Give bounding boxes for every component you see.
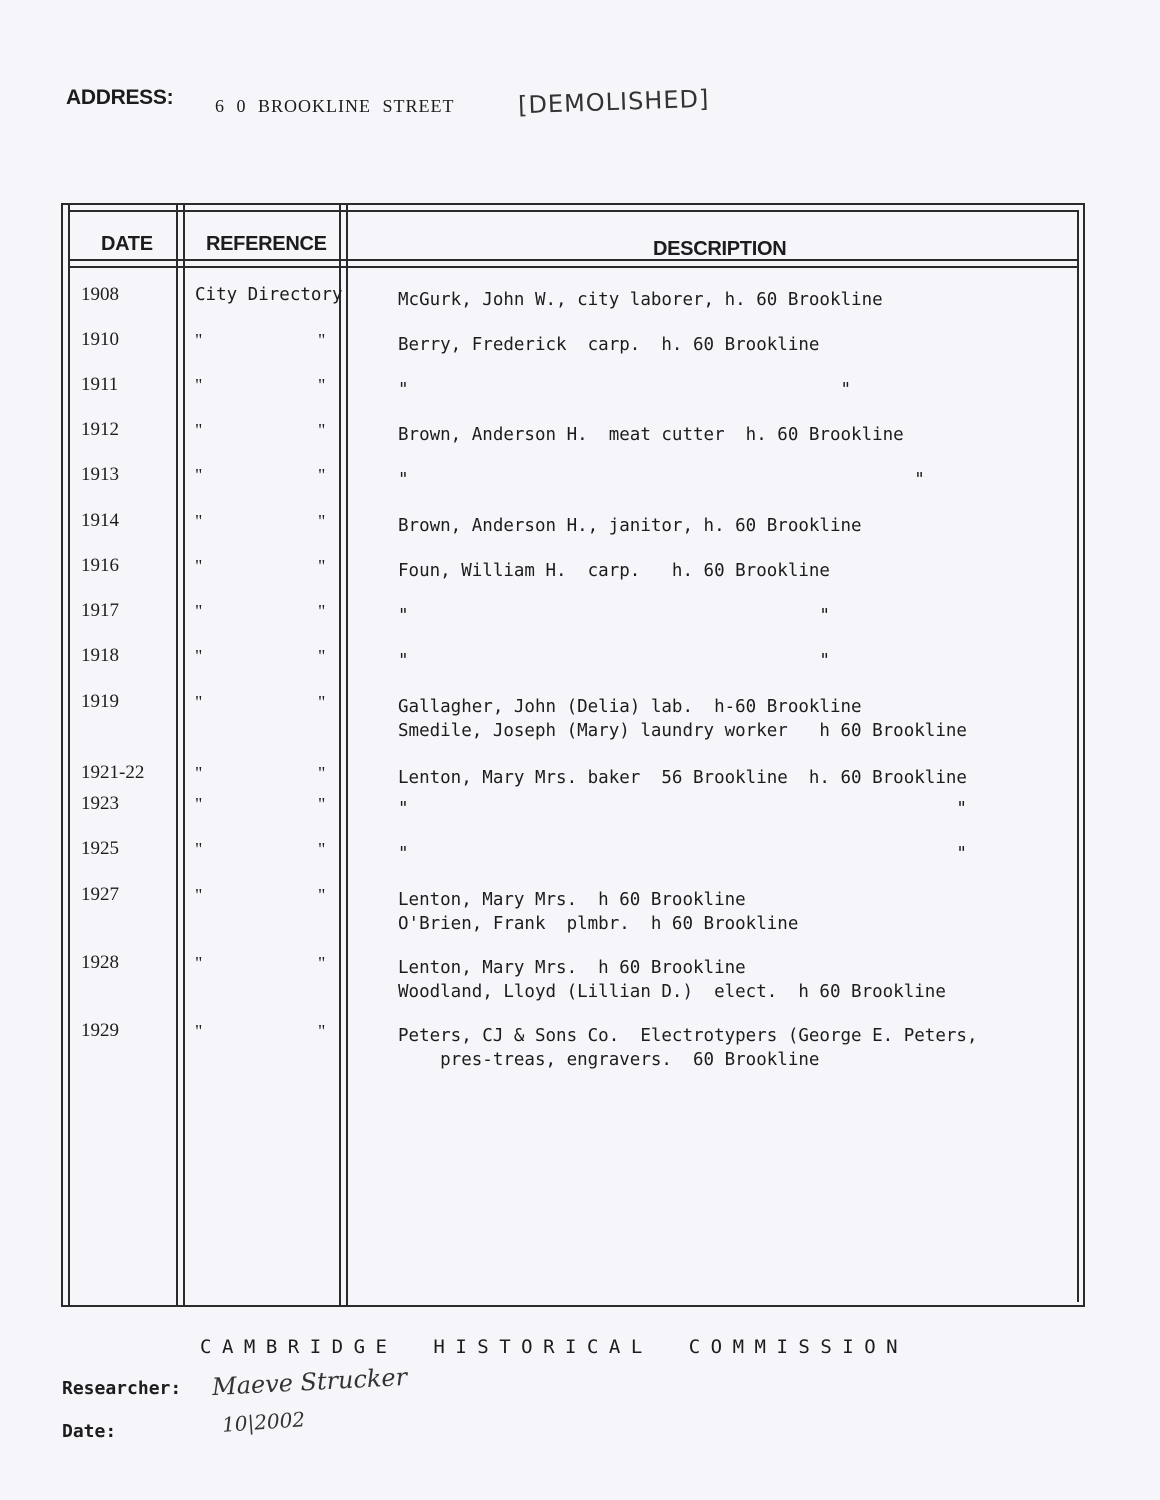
row-date: 1917 [81,600,119,621]
header-reference: REFERENCE [206,233,327,255]
row-date: 1916 [81,555,119,576]
header-line [68,210,1079,212]
row-description: " " [398,470,925,490]
row-date: 1919 [81,691,119,712]
row-reference: " [195,420,203,440]
row-description: pres-treas, engravers. 60 Brookline [398,1050,820,1070]
row-reference-ditto: " [318,375,326,395]
column-divider [339,205,341,1305]
row-date: 1928 [81,952,119,973]
column-divider [346,205,348,1305]
header-description: DESCRIPTION [653,238,787,260]
address-value: 6 0 BROOKLINE STREET [215,96,455,116]
row-date: 1914 [81,510,119,531]
column-divider [68,205,70,1305]
row-reference: " [195,763,203,783]
row-description: Peters, CJ & Sons Co. Electrotypers (George E. Peters, [398,1026,978,1046]
footer-title: CAMBRIDGE HISTORICAL COMMISSION [200,1336,909,1358]
row-date: 1923 [81,793,119,814]
row-reference: City Directory [195,285,343,305]
row-description: " " [398,799,967,819]
row-reference: " [195,794,203,814]
row-reference: " [195,511,203,531]
row-description: Woodland, Lloyd (Lillian D.) elect. h 60 Brookline [398,982,946,1002]
row-reference-ditto: " [318,885,326,905]
row-reference: " [195,465,203,485]
row-reference-ditto: " [318,601,326,621]
row-reference: " [195,692,203,712]
demolished-note: [DEMOLISHED] [517,84,710,120]
row-reference-ditto: " [318,953,326,973]
date-handwritten: 10|2002 [221,1407,306,1437]
row-reference: " [195,646,203,666]
row-reference-ditto: " [318,556,326,576]
row-description: " " [398,606,830,626]
row-description: O'Brien, Frank plmbr. h 60 Brookline [398,914,799,934]
row-reference: " [195,885,203,905]
row-reference: " [195,953,203,973]
header-date: DATE [101,233,153,255]
row-reference-ditto: " [318,511,326,531]
row-description: Lenton, Mary Mrs. h 60 Brookline [398,958,746,978]
row-date: 1925 [81,838,119,859]
row-description: McGurk, John W., city laborer, h. 60 Brookline [398,290,883,310]
row-date: 1912 [81,419,119,440]
date-label: Date: [62,1421,117,1442]
row-description: Gallagher, John (Delia) lab. h-60 Brookline [398,697,862,717]
row-reference-ditto: " [318,420,326,440]
table-frame [61,203,1085,1307]
row-date: 1913 [81,464,119,485]
column-divider [1077,212,1079,1302]
row-description: Foun, William H. carp. h. 60 Brookline [398,561,830,581]
row-description: Lenton, Mary Mrs. baker 56 Brookline h. 60 Brookline [398,768,967,788]
row-description: Smedile, Joseph (Mary) laundry worker h 60 Brookline [398,721,967,741]
row-reference: " [195,330,203,350]
row-description: Berry, Frederick carp. h. 60 Brookline [398,335,820,355]
row-date: 1918 [81,645,119,666]
row-description: " " [398,651,830,671]
row-reference: " [195,1021,203,1041]
header-line [68,266,1079,268]
row-reference-ditto: " [318,1021,326,1041]
row-description: " " [398,844,967,864]
row-description: " " [398,380,852,400]
row-date: 1927 [81,884,119,905]
row-reference-ditto: " [318,330,326,350]
row-reference-ditto: " [318,465,326,485]
row-description: Lenton, Mary Mrs. h 60 Brookline [398,890,746,910]
row-reference-ditto: " [318,794,326,814]
address-label: ADDRESS: [66,86,174,109]
row-reference-ditto: " [318,839,326,859]
row-reference: " [195,556,203,576]
row-description: Brown, Anderson H. meat cutter h. 60 Brookline [398,425,904,445]
researcher-label: Researcher: [62,1378,182,1399]
row-reference-ditto: " [318,763,326,783]
row-description: Brown, Anderson H., janitor, h. 60 Brookline [398,516,862,536]
row-date: 1911 [81,374,119,395]
row-date: 1929 [81,1020,119,1041]
row-reference-ditto: " [318,692,326,712]
row-reference: " [195,375,203,395]
row-date: 1908 [81,284,119,305]
row-date: 1921-22 [81,762,145,783]
row-reference: " [195,839,203,859]
researcher-signature: Maeve Strucker [211,1362,408,1402]
row-reference-ditto: " [318,646,326,666]
header-line [68,259,1079,261]
row-reference: " [195,601,203,621]
row-date: 1910 [81,329,119,350]
column-divider [176,205,178,1305]
column-divider [183,205,185,1305]
